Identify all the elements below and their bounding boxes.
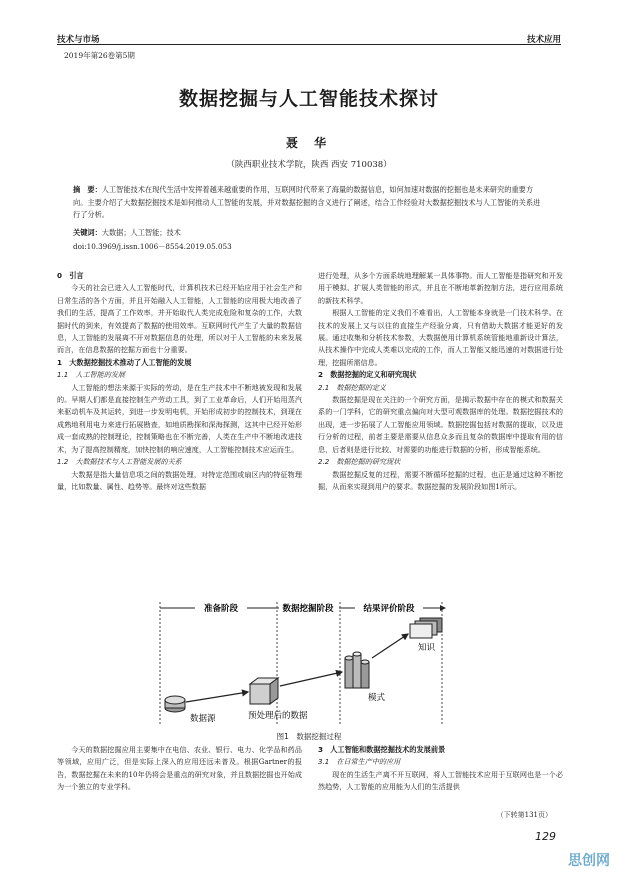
figure-caption: 图1 数据挖掘过程 <box>276 732 342 741</box>
stage-prepare: 准备阶段 <box>203 604 239 614</box>
author: 聂 华 <box>285 136 333 150</box>
section-heading: 2 数据挖掘的定义和研究现状 <box>318 370 417 380</box>
abstract-text: 人工智能技术在现代生活中发挥着越来越重要的作用，互联网时代带来了海量的数据信息，如何加速对数据的挖掘也是未来研究的重要方向。主要介绍了大数据挖掘技术是如何推动人工智能的发展，并对数据挖掘的含义进行了阐述，结合工作经验对大数据挖掘技术与人工智能的关系进行了分析。 <box>73 185 541 219</box>
subsection-heading: 1.2 大数据技术与人工智能发展的关系 <box>57 457 182 467</box>
abstract <box>73 184 545 222</box>
article-title: 数据挖掘与人工智能技术探讨 <box>178 88 439 110</box>
stage-mining: 数据挖掘阶段 <box>282 604 334 614</box>
paragraph: 数据挖掘是现在关注的一个研究方面，是揭示数据中存在的模式和数据关系的一门学科，它的研究重点偏向对大型可观数据库的处理。数据挖掘技术的出现，进一步拓展了人工智能应用领域。数据挖掘包括对数据的提取，以及进行分析的过程，前者主要是需要从信息众多而且复杂的数据库中提取有用的信息，后者则是进行比较、对需要的功能进行数据的分析，形成智能系统。 <box>318 395 563 454</box>
label-pattern: 模式 <box>368 693 386 703</box>
subsection-heading: 3.1 在日常生产中的应用 <box>318 757 401 767</box>
figure-data-mining-process <box>150 596 470 728</box>
pattern-cylinders-icon <box>345 652 369 688</box>
page-number: 129 <box>535 830 556 843</box>
paragraph: 进行处理，从多个方面系统地理解某一具体事物。而人工智能是指研究和开发用于模拟、扩展人类智能的形式，并且在不断地革新控制方法，进行应用系统的新技术科学。 <box>318 271 563 305</box>
section-heading: 1 大数据挖掘技术推动了人工智能的发展 <box>57 357 192 367</box>
abstract-label: 摘 要： <box>73 185 102 194</box>
keywords-label: 关键词： <box>73 228 102 237</box>
label-knowledge: 知识 <box>418 643 436 653</box>
section-name: 技术应用 <box>526 35 561 45</box>
site-watermark: 思创网 <box>568 853 610 869</box>
stage-evaluate: 结果评价阶段 <box>363 604 415 614</box>
paragraph: 现在的生活生产离不开互联网，将人工智能技术应用于互联网也是一个必然趋势，人工智能的应用能为人们的生活提供 <box>318 769 563 792</box>
issue-info: 2019年第26卷第5期 <box>64 51 135 60</box>
left-column <box>57 270 302 493</box>
keywords <box>73 228 181 238</box>
process-diagram <box>150 596 470 728</box>
label-data-source: 数据源 <box>190 714 216 724</box>
arrow-preprocessed-to-pattern <box>280 672 342 686</box>
subsection-heading: 2.2 数据挖掘的研究现状 <box>318 457 401 467</box>
left-column-bottom <box>57 744 302 794</box>
preprocessed-data-cube-icon <box>250 678 278 704</box>
paragraph: 人工智能的想法来源于实际的劳动，是在生产技术中不断地被发现和发展的。早期人们都是直接控制生产劳动工具，到了工业革命后，人们开始用蒸汽来驱动机车及其运转，到进一步发明电机，开始形成初步的控制技术，到现在成熟地利用电力来进行拓展勘查，如地质勘探和深海探测，这其中已经开始形成一套成熟的控制理论，控制策略也在不断完善，人类在生产中不断地改进技术，为了提高控制精度，加快控制的响应速度，人工智能控制技术应运而生。 <box>57 382 302 454</box>
doi: doi:10.3969/j.issn.1006－8554.2019.05.053 <box>73 242 232 251</box>
affiliation: （陕西职业技术学院，陕西 西安 710038） <box>226 160 392 170</box>
paragraph: 数据挖掘反复的过程，需要不断循环挖掘的过程，也正是通过这种不断挖掘，从而来实现到用户的要求。数据挖掘的发展阶段如图1所示。 <box>318 469 563 491</box>
knowledge-documents-icon <box>410 618 442 638</box>
subsection-heading: 1.1 人工智能的发展 <box>57 370 126 380</box>
right-column-bottom <box>318 744 563 794</box>
header-rule <box>57 34 561 45</box>
right-column <box>318 270 563 493</box>
section-heading: 3 人工智能和数据挖掘技术的发展前景 <box>318 745 446 754</box>
paragraph: 根据人工智能的定义我们不难看出，人工智能本身就是一门技术科学。在技术的发展上又与以往的直接生产经验分离，只有借助大数据才能更好的发展。通过收集和分析技术参数，大数据使用计算机系统管能地重新设计算法，从技术操作中完成人类难以完成的工作，而人工智能又能迅速的对数据进行处理，挖掘所需信息。 <box>318 308 563 367</box>
section-heading: 0 引言 <box>57 271 84 280</box>
paragraph: 今天的数据挖掘应用主要集中在电信、农业、银行、电力、化学品和药品等领域，应用广泛，但是实际上深入的应用还远未普及。根据Gartner的报告，数据挖掘在未来的10年仍将会是重点的研究对象，并且数据挖掘也开始成为一个独立的专业学科。 <box>57 745 302 792</box>
subsection-heading: 2.1 数据挖掘的定义 <box>318 382 387 392</box>
arrow-source-to-preprocessed <box>186 692 248 702</box>
journal-name: 技术与市场 <box>57 35 100 45</box>
paragraph: 今天的社会已进入人工智能时代，计算机技术已经开始应用于社会生产和日常生活的各个方面，并且开始融入人工智能，人工智能的应用极大地改善了我们的生活，提高了工作效率，并开始取代人类完成危险和复杂的工作，大数据时代的到来，有效提高了数据的使用效率。互联网时代产生了大量的数据信息，人工智能的发展离不开对数据信息的处理，所以对于人工智能的未来发展而言，在信息数据的挖掘方面也十分重要。 <box>57 283 302 355</box>
paragraph: 大数据是指大量信息项之间的数据处理，对特定范围或扇区内的特征物理量，比如数量、属性、趋势等。最终对这些数据 <box>57 469 302 491</box>
label-preprocessed: 预处理后的数据 <box>248 711 308 721</box>
continued-note: （下转第131页） <box>496 811 552 819</box>
data-source-icon <box>165 696 185 712</box>
arrow-pattern-to-knowledge <box>372 634 408 658</box>
keywords-text: 大数据；人工智能；技术 <box>101 228 181 237</box>
